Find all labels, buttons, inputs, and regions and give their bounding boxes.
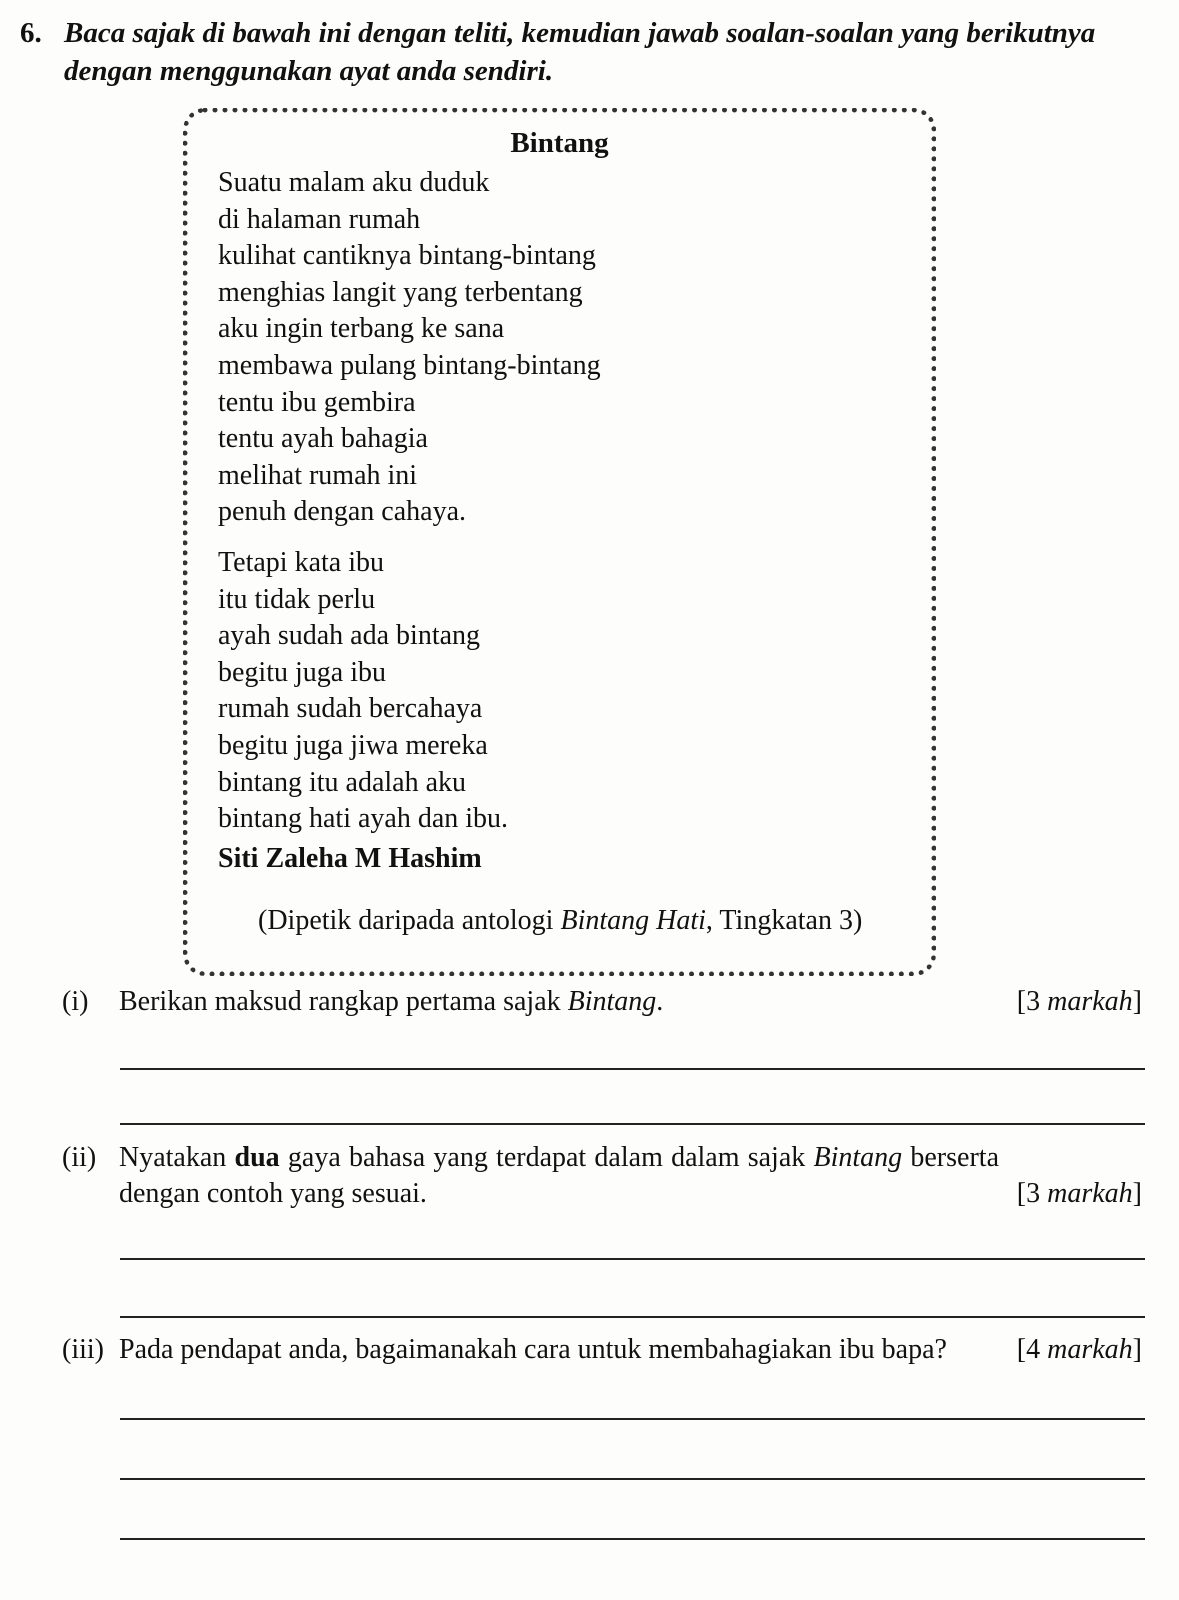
subquestion-1 — [62, 984, 1142, 1024]
poem-line: itu tidak perlu — [218, 583, 376, 615]
subquestion-label: (ii) — [62, 1142, 97, 1173]
poem-line: penuh dengan cahaya. — [218, 496, 466, 528]
text-part: Nyatakan — [119, 1142, 235, 1173]
answer-line[interactable] — [120, 1258, 1145, 1260]
poem-title: Bintang — [510, 127, 609, 159]
poem-stanza-1 — [218, 165, 601, 531]
marks-number: [3 — [1016, 1178, 1048, 1209]
text-part: . — [656, 986, 664, 1017]
subquestion-label: (iii) — [62, 1334, 104, 1365]
poem-line: begitu juga jiwa mereka — [218, 729, 488, 761]
text-part: gaya bahasa yang terdapat dalam dalam sajak — [279, 1142, 814, 1173]
poem-line: tentu ayah bahagia — [218, 423, 428, 455]
poem-line: melihat rumah ini — [218, 459, 418, 491]
source-suffix: , Tingkatan 3) — [705, 905, 863, 936]
text-part: berserta dengan contoh yang sesuai. — [119, 1142, 999, 1209]
answer-line[interactable] — [120, 1068, 1145, 1070]
question-number: 6. — [20, 17, 42, 49]
poem-author: Siti Zaleha M Hashim — [218, 843, 482, 874]
marks-word: markah — [1047, 986, 1133, 1017]
marks-word: markah — [1047, 1334, 1133, 1365]
poem-line: rumah sudah bercahaya — [218, 693, 483, 725]
poem-source — [258, 905, 862, 937]
answer-line[interactable] — [120, 1418, 1145, 1420]
poem-line: ayah sudah ada bintang — [218, 620, 481, 652]
marks-number: [3 — [1016, 986, 1048, 1017]
poem-line: di halaman rumah — [218, 203, 421, 235]
poem-line: membawa pulang bintang-bintang — [218, 349, 601, 381]
marks-label — [1017, 1176, 1142, 1212]
poem-line: aku ingin terbang ke sana — [218, 313, 505, 345]
subquestion-2 — [62, 1140, 1142, 1216]
poem-line: kulihat cantiknya bintang-bintang — [218, 240, 596, 272]
subquestion-text — [119, 984, 1129, 1020]
marks-word: markah — [1047, 1178, 1133, 1209]
subquestion-text — [119, 1140, 999, 1212]
subquestion-label: (i) — [62, 986, 89, 1017]
marks-close: ] — [1132, 1178, 1142, 1209]
answer-line[interactable] — [120, 1123, 1145, 1125]
poem-line: tentu ibu gembira — [218, 386, 416, 418]
question-instruction: Baca sajak di bawah ini dengan teliti, kemudian jawab soalan-soalan yang berikutnya dengan menggunakan ayat anda sendiri. — [64, 17, 1096, 87]
text-part: Berikan maksud rangkap pertama sajak — [119, 986, 568, 1017]
answer-line[interactable] — [120, 1478, 1145, 1480]
marks-label — [1017, 984, 1142, 1020]
answer-line[interactable] — [120, 1316, 1145, 1318]
answer-line[interactable] — [120, 1538, 1145, 1540]
emphasis-text: dua — [234, 1142, 280, 1173]
poem-line: menghias langit yang terbentang — [218, 276, 583, 308]
marks-label — [1017, 1332, 1142, 1368]
source-title: Bintang Hati — [560, 905, 706, 936]
stanza-gap — [218, 531, 601, 545]
source-prefix: (Dipetik daripada antologi — [258, 905, 561, 936]
subquestion-3 — [62, 1332, 1142, 1372]
subquestion-text: Pada pendapat anda, bagaimanakah cara untuk membahagiakan ibu bapa? — [119, 1334, 947, 1365]
poem-line: bintang hati ayah dan ibu. — [218, 803, 509, 835]
marks-close: ] — [1132, 986, 1142, 1017]
poem-line: Suatu malam aku duduk — [218, 167, 490, 198]
poem-line: begitu juga ibu — [218, 656, 386, 688]
poem-box — [183, 108, 936, 976]
marks-number: [4 — [1016, 1334, 1048, 1365]
poem-title-ref: Bintang — [567, 986, 657, 1017]
poem-title-ref: Bintang — [813, 1142, 903, 1173]
marks-close: ] — [1132, 1334, 1142, 1365]
poem-line: Tetapi kata ibu — [218, 546, 384, 578]
poem-stanza-2 — [218, 545, 601, 838]
poem-line: bintang itu adalah aku — [218, 766, 467, 798]
poem-body — [218, 165, 601, 838]
